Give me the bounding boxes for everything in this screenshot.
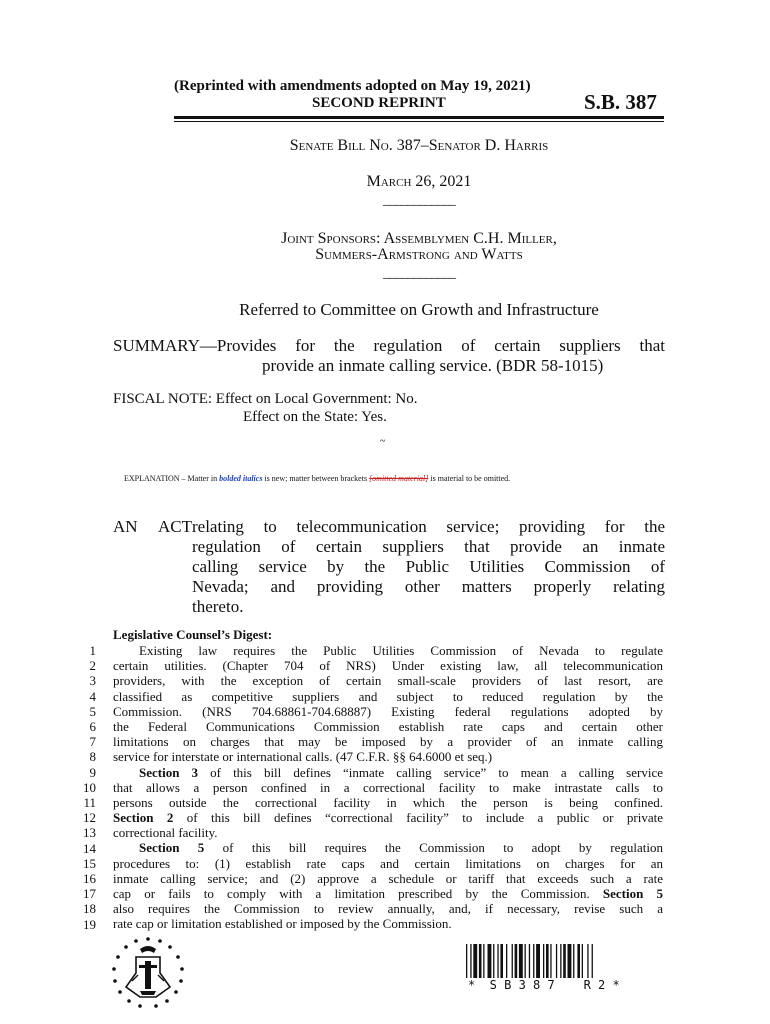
digest-line: inmate calling service; and (2) approve a schedule or tariff that exceeds such a rate	[113, 870, 663, 886]
fiscal-note-line2: Effect on the State: Yes.	[243, 409, 387, 425]
digest-line: Commission. (NRS 704.68861-704.68887) Existing federal regulations adopted by	[113, 703, 663, 719]
line-number: 13	[83, 825, 96, 841]
act-line2: regulation of certain suppliers that provide an inmate	[192, 537, 665, 556]
digest-line: Section 2 of this bill defines “correctional facility” to include a public or private	[113, 810, 663, 826]
line-number: 17	[83, 886, 96, 902]
bill-date: March 26, 2021	[366, 173, 472, 190]
line-number: 16	[83, 871, 96, 887]
line-number: 18	[83, 901, 96, 917]
digest-line: persons outside the correctional facility in which the person is being confined.	[113, 794, 663, 810]
senate-bill-line: Senate Bill No. 387–Senator D. Harris	[289, 137, 549, 154]
act-line1: AN ACTrelating to telecommunication service; providing for the	[113, 517, 665, 536]
digest-line: certain utilities. (Chapter 704 of NRS) Under existing law, all telecommunication	[113, 658, 663, 674]
act-line4: Nevada; and providing other matters properly relating	[192, 577, 665, 596]
digest-title: Legislative Counsel’s Digest:	[113, 627, 273, 642]
digest-line: limitations on charges that may be imposed by a provider of an inmate calling	[113, 734, 663, 750]
explanation-omitted: [omitted material]	[369, 474, 429, 483]
fiscal-note-line1: FISCAL NOTE: Effect on Local Government: No.	[113, 391, 418, 407]
act-line5: thereto.	[192, 597, 244, 616]
line-numbers	[70, 643, 96, 932]
bill-number: S.B. 387	[584, 90, 657, 114]
line-number: 8	[89, 749, 96, 765]
line-number: 5	[89, 703, 96, 719]
act-title	[113, 517, 665, 617]
digest-line: rate cap or limitation established or imposed by the Commission.	[113, 916, 452, 932]
bill-summary	[113, 336, 665, 376]
digest-line: also requires the Commission to review annually, and, if necessary, revise such a	[113, 901, 663, 917]
line-number: 12	[83, 810, 96, 826]
line-number: 1	[89, 643, 96, 658]
digest-line: providers, with the exception of certain small-scale providers of last resort, are	[113, 673, 663, 689]
line-number: 14	[83, 840, 96, 856]
summary-line2: provide an inmate calling service. (BDR 58-1015)	[262, 356, 604, 375]
section-mark: ~	[380, 436, 386, 447]
digest-line: Existing law requires the Public Utilities Commission of Nevada to regulate	[139, 643, 663, 658]
summary-line1: SUMMARY—Provides for the regulation of certain suppliers that	[113, 336, 665, 355]
line-number: 4	[89, 688, 96, 704]
line-number: 11	[83, 795, 96, 811]
line-number: 10	[83, 779, 96, 795]
digest-body	[113, 643, 663, 932]
line-number: 2	[89, 658, 96, 674]
line-number: 15	[83, 855, 96, 871]
digest-line: correctional facility.	[113, 825, 218, 841]
line-number: 6	[89, 719, 96, 735]
digest-line: Section 5 of this bill requires the Commission to adopt by regulation	[139, 840, 663, 856]
line-number: 3	[89, 673, 96, 689]
line-number: 9	[89, 764, 96, 780]
act-label: AN ACT	[113, 517, 192, 536]
joint-sponsors-line2: Summers-Armstrong and Watts	[315, 246, 523, 263]
separator-line: ____________	[383, 193, 455, 208]
line-number: 19	[83, 916, 96, 932]
separator-line-2: ____________	[383, 266, 455, 281]
digest-line: procedures to: (1) establish rate caps and certain limitations on charges for an	[113, 855, 663, 871]
digest-line: Section 3 of this bill defines “inmate calling service” to mean a calling service	[139, 764, 663, 780]
digest-line: service for interstate or international calls. (47 C.F.R. §§ 64.6000 et seq.)	[113, 749, 493, 765]
reprint-label: SECOND REPRINT	[312, 95, 446, 111]
barcode	[466, 944, 666, 978]
explanation-suffix: is material to be omitted.	[428, 474, 511, 483]
explanation-middle: is new; matter between brackets	[262, 474, 370, 483]
explanation-note	[124, 474, 510, 483]
explanation-bolded: bolded italics	[219, 474, 263, 483]
header-rule-thin	[174, 121, 664, 122]
committee-referral: Referred to Committee on Growth and Infrastructure	[239, 300, 599, 319]
digest-line: cap or fails to comply with a limitation prescribed by the Commission. Section 5	[113, 886, 663, 901]
reprint-note: (Reprinted with amendments adopted on May 19, 2021)	[174, 78, 531, 94]
digest-line: classified as competitive suppliers and subject to reduced regulation by the	[113, 688, 663, 704]
digest-line: that allows a person confined in a correctional facility to make intrastate calls to	[113, 779, 663, 795]
barcode-text: * S B 3 8 7 R 2 *	[468, 978, 620, 992]
state-seal-icon	[110, 935, 186, 1011]
digest-line: the Federal Communications Commission establish rate caps and certain other	[113, 718, 663, 734]
joint-sponsors-line1: Joint Sponsors: Assemblymen C.H. Miller,	[281, 230, 557, 247]
explanation-prefix: EXPLANATION – Matter in	[124, 474, 220, 483]
header-rule	[174, 116, 664, 119]
act-line3: calling service by the Public Utilities Commission of	[192, 557, 665, 576]
line-number: 7	[89, 734, 96, 750]
